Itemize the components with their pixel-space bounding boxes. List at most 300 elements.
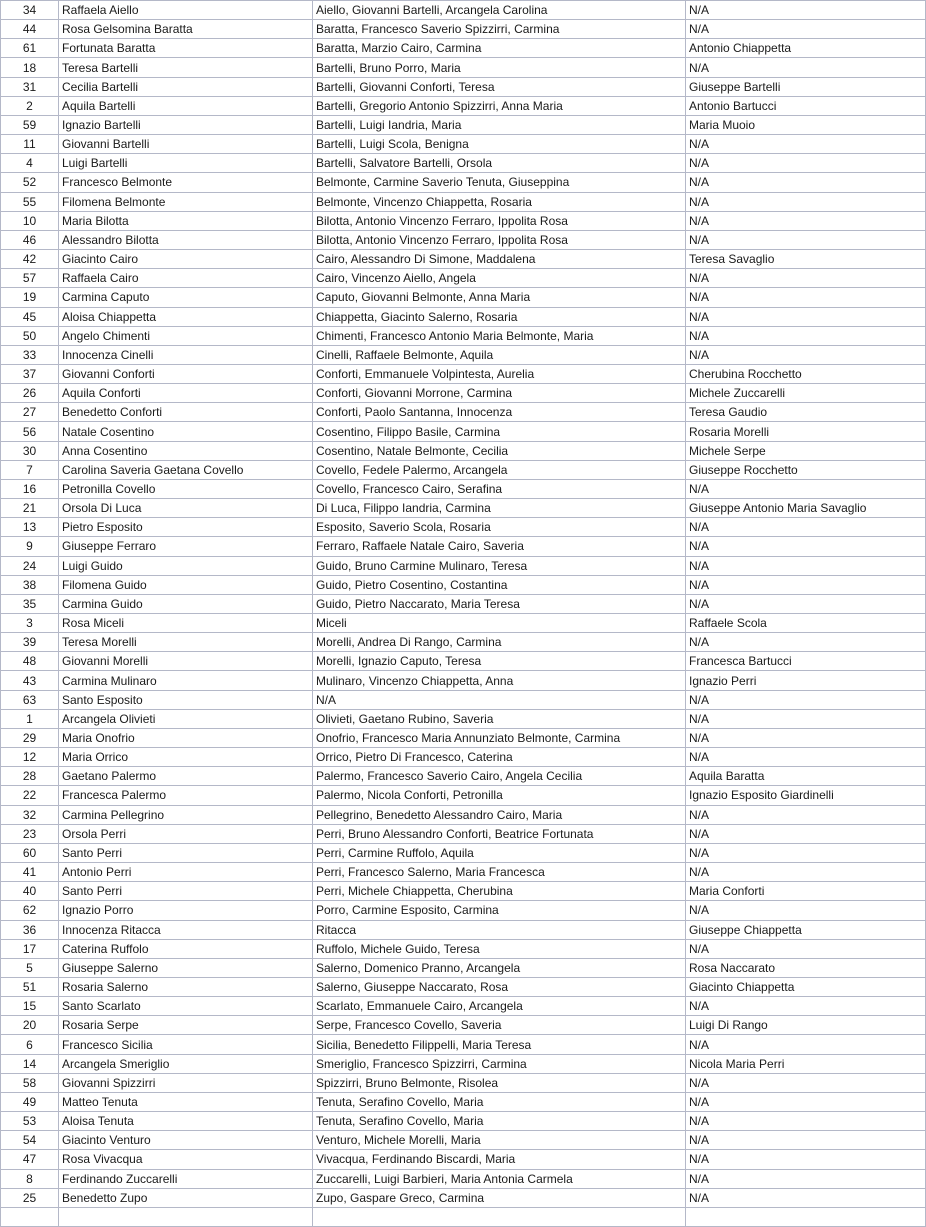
table-row	[1, 882, 926, 901]
id-cell[interactable]: 3	[1, 614, 59, 633]
parents-cell[interactable]: Guido, Pietro Naccarato, Maria Teresa	[313, 594, 686, 613]
name-cell[interactable]: Aloisa Chiappetta	[59, 307, 313, 326]
spouse-cell[interactable]: N/A	[686, 288, 926, 307]
parents-cell[interactable]: Esposito, Saverio Scola, Rosaria	[313, 518, 686, 537]
id-cell[interactable]: 24	[1, 556, 59, 575]
name-cell[interactable]: Carmina Mulinaro	[59, 671, 313, 690]
spouse-cell[interactable]: N/A	[686, 1035, 926, 1054]
spouse-cell[interactable]: Rosa Naccarato	[686, 958, 926, 977]
table-row	[1, 824, 926, 843]
parents-cell[interactable]: Bartelli, Luigi Iandria, Maria	[313, 115, 686, 134]
spouse-cell[interactable]: N/A	[686, 326, 926, 345]
name-cell[interactable]	[59, 1207, 313, 1226]
id-cell[interactable]: 58	[1, 1073, 59, 1092]
parents-cell[interactable]: Ruffolo, Michele Guido, Teresa	[313, 939, 686, 958]
name-cell[interactable]: Rosa Miceli	[59, 614, 313, 633]
id-cell[interactable]: 59	[1, 115, 59, 134]
spouse-cell[interactable]: Giuseppe Antonio Maria Savaglio	[686, 499, 926, 518]
name-cell[interactable]: Giacinto Venturo	[59, 1131, 313, 1150]
parents-cell[interactable]: Miceli	[313, 614, 686, 633]
id-cell[interactable]: 41	[1, 863, 59, 882]
parents-cell[interactable]: Cairo, Alessandro Di Simone, Maddalena	[313, 250, 686, 269]
spouse-cell[interactable]: N/A	[686, 1188, 926, 1207]
parents-cell[interactable]: Bilotta, Antonio Vincenzo Ferraro, Ippolita Rosa	[313, 230, 686, 249]
id-cell[interactable]: 22	[1, 786, 59, 805]
name-cell[interactable]: Filomena Guido	[59, 575, 313, 594]
table-row	[1, 479, 926, 498]
name-cell[interactable]: Giovanni Spizzirri	[59, 1073, 313, 1092]
table-row	[1, 671, 926, 690]
name-cell[interactable]: Ignazio Porro	[59, 901, 313, 920]
spouse-cell[interactable]: N/A	[686, 20, 926, 39]
table-row	[1, 250, 926, 269]
table-row	[1, 499, 926, 518]
parents-cell[interactable]: Zuccarelli, Luigi Barbieri, Maria Antonia Carmela	[313, 1169, 686, 1188]
name-cell[interactable]: Innocenza Cinelli	[59, 345, 313, 364]
name-cell[interactable]: Carmina Caputo	[59, 288, 313, 307]
id-cell[interactable]: 54	[1, 1131, 59, 1150]
name-cell[interactable]: Benedetto Conforti	[59, 403, 313, 422]
table-row	[1, 173, 926, 192]
spouse-cell[interactable]: Teresa Gaudio	[686, 403, 926, 422]
parents-cell[interactable]: N/A	[313, 690, 686, 709]
spouse-cell[interactable]: N/A	[686, 211, 926, 230]
spouse-cell[interactable]: Giacinto Chiappetta	[686, 977, 926, 996]
id-cell[interactable]: 40	[1, 882, 59, 901]
parents-cell[interactable]: Caputo, Giovanni Belmonte, Anna Maria	[313, 288, 686, 307]
parents-cell[interactable]: Olivieti, Gaetano Rubino, Saveria	[313, 709, 686, 728]
id-cell[interactable]: 5	[1, 958, 59, 977]
table-row	[1, 1035, 926, 1054]
parents-cell[interactable]: Di Luca, Filippo Iandria, Carmina	[313, 499, 686, 518]
spouse-cell[interactable]: N/A	[686, 805, 926, 824]
parents-cell[interactable]: Cinelli, Raffaele Belmonte, Aquila	[313, 345, 686, 364]
id-cell[interactable]: 39	[1, 633, 59, 652]
table-row	[1, 269, 926, 288]
id-cell[interactable]: 46	[1, 230, 59, 249]
parents-cell[interactable]: Onofrio, Francesco Maria Annunziato Belmonte, Carmina	[313, 728, 686, 747]
name-cell[interactable]: Raffaela Aiello	[59, 1, 313, 20]
id-cell[interactable]: 31	[1, 77, 59, 96]
table-row	[1, 920, 926, 939]
spouse-cell[interactable]: Raffaele Scola	[686, 614, 926, 633]
name-cell[interactable]: Raffaela Cairo	[59, 269, 313, 288]
id-cell[interactable]: 30	[1, 441, 59, 460]
id-cell[interactable]: 6	[1, 1035, 59, 1054]
parents-cell[interactable]: Baratta, Marzio Cairo, Carmina	[313, 39, 686, 58]
id-cell[interactable]: 61	[1, 39, 59, 58]
table-row	[1, 58, 926, 77]
id-cell[interactable]: 34	[1, 1, 59, 20]
spouse-cell[interactable]: N/A	[686, 1131, 926, 1150]
spouse-cell[interactable]: Francesca Bartucci	[686, 652, 926, 671]
parents-cell[interactable]: Morelli, Ignazio Caputo, Teresa	[313, 652, 686, 671]
parents-cell[interactable]: Cairo, Vincenzo Aiello, Angela	[313, 269, 686, 288]
id-cell[interactable]: 9	[1, 537, 59, 556]
id-cell[interactable]: 43	[1, 671, 59, 690]
spouse-cell[interactable]: N/A	[686, 575, 926, 594]
parents-cell[interactable]: Smeriglio, Francesco Spizzirri, Carmina	[313, 1054, 686, 1073]
spouse-cell[interactable]: Ignazio Perri	[686, 671, 926, 690]
parents-cell[interactable]: Vivacqua, Ferdinando Biscardi, Maria	[313, 1150, 686, 1169]
parents-cell[interactable]: Serpe, Francesco Covello, Saveria	[313, 1016, 686, 1035]
parents-cell[interactable]: Salerno, Domenico Pranno, Arcangela	[313, 958, 686, 977]
parents-cell[interactable]: Bilotta, Antonio Vincenzo Ferraro, Ippolita Rosa	[313, 211, 686, 230]
name-cell[interactable]: Petronilla Covello	[59, 479, 313, 498]
name-cell[interactable]: Francesco Sicilia	[59, 1035, 313, 1054]
id-cell[interactable]: 28	[1, 767, 59, 786]
spouse-cell[interactable]: N/A	[686, 135, 926, 154]
spouse-cell[interactable]: Giuseppe Bartelli	[686, 77, 926, 96]
spouse-cell[interactable]: N/A	[686, 230, 926, 249]
parents-cell[interactable]: Ritacca	[313, 920, 686, 939]
spouse-cell[interactable]: Antonio Bartucci	[686, 96, 926, 115]
name-cell[interactable]: Orsola Di Luca	[59, 499, 313, 518]
name-cell[interactable]: Giovanni Conforti	[59, 364, 313, 383]
id-cell[interactable]: 42	[1, 250, 59, 269]
table-row	[1, 230, 926, 249]
spouse-cell[interactable]: Maria Muoio	[686, 115, 926, 134]
table-row	[1, 288, 926, 307]
spouse-cell[interactable]: Rosaria Morelli	[686, 422, 926, 441]
id-cell[interactable]: 25	[1, 1188, 59, 1207]
name-cell[interactable]: Maria Orrico	[59, 748, 313, 767]
spouse-cell[interactable]: Aquila Baratta	[686, 767, 926, 786]
name-cell[interactable]: Arcangela Olivieti	[59, 709, 313, 728]
id-cell[interactable]: 35	[1, 594, 59, 613]
name-cell[interactable]: Teresa Bartelli	[59, 58, 313, 77]
parents-cell[interactable]: Conforti, Paolo Santanna, Innocenza	[313, 403, 686, 422]
spouse-cell[interactable]: N/A	[686, 690, 926, 709]
id-cell[interactable]: 32	[1, 805, 59, 824]
name-cell[interactable]: Innocenza Ritacca	[59, 920, 313, 939]
spouse-cell[interactable]: N/A	[686, 633, 926, 652]
spouse-cell[interactable]: N/A	[686, 1150, 926, 1169]
table-row	[1, 20, 926, 39]
id-cell[interactable]: 23	[1, 824, 59, 843]
id-cell[interactable]: 21	[1, 499, 59, 518]
parents-cell[interactable]: Cosentino, Natale Belmonte, Cecilia	[313, 441, 686, 460]
name-cell[interactable]: Pietro Esposito	[59, 518, 313, 537]
table-row	[1, 307, 926, 326]
table-row	[1, 594, 926, 613]
spouse-cell[interactable]: N/A	[686, 1092, 926, 1111]
parents-cell[interactable]: Baratta, Francesco Saverio Spizzirri, Carmina	[313, 20, 686, 39]
table-body	[1, 1, 926, 1227]
id-cell[interactable]: 37	[1, 364, 59, 383]
id-cell[interactable]: 15	[1, 997, 59, 1016]
spouse-cell[interactable]: N/A	[686, 58, 926, 77]
spouse-cell[interactable]: N/A	[686, 594, 926, 613]
name-cell[interactable]: Maria Onofrio	[59, 728, 313, 747]
parents-cell[interactable]: Chimenti, Francesco Antonio Maria Belmonte, Maria	[313, 326, 686, 345]
parents-cell[interactable]: Belmonte, Carmine Saverio Tenuta, Giuseppina	[313, 173, 686, 192]
table-row	[1, 115, 926, 134]
name-cell[interactable]: Aquila Bartelli	[59, 96, 313, 115]
spouse-cell[interactable]: Antonio Chiappetta	[686, 39, 926, 58]
name-cell[interactable]: Matteo Tenuta	[59, 1092, 313, 1111]
parents-cell[interactable]: Tenuta, Serafino Covello, Maria	[313, 1112, 686, 1131]
spouse-cell[interactable]: Michele Serpe	[686, 441, 926, 460]
table-row	[1, 1188, 926, 1207]
name-cell[interactable]: Rosa Gelsomina Baratta	[59, 20, 313, 39]
table-row	[1, 39, 926, 58]
spouse-cell[interactable]: N/A	[686, 843, 926, 862]
parents-cell[interactable]: Conforti, Giovanni Morrone, Carmina	[313, 384, 686, 403]
table-row	[1, 805, 926, 824]
spouse-cell[interactable]: Ignazio Esposito Giardinelli	[686, 786, 926, 805]
spouse-cell[interactable]: N/A	[686, 556, 926, 575]
name-cell[interactable]: Santo Perri	[59, 843, 313, 862]
spouse-cell[interactable]: N/A	[686, 192, 926, 211]
table-row	[1, 1016, 926, 1035]
name-cell[interactable]: Ferdinando Zuccarelli	[59, 1169, 313, 1188]
spouse-cell[interactable]: N/A	[686, 1073, 926, 1092]
name-cell[interactable]: Ignazio Bartelli	[59, 115, 313, 134]
table-row	[1, 843, 926, 862]
id-cell[interactable]: 36	[1, 920, 59, 939]
spouse-cell[interactable]: N/A	[686, 173, 926, 192]
spouse-cell[interactable]: N/A	[686, 728, 926, 747]
name-cell[interactable]: Anna Cosentino	[59, 441, 313, 460]
name-cell[interactable]: Giacinto Cairo	[59, 250, 313, 269]
id-cell[interactable]: 4	[1, 154, 59, 173]
parents-cell[interactable]	[313, 1207, 686, 1226]
name-cell[interactable]: Caterina Ruffolo	[59, 939, 313, 958]
parents-cell[interactable]: Perri, Francesco Salerno, Maria Francesca	[313, 863, 686, 882]
table-row	[1, 767, 926, 786]
spouse-cell[interactable]: N/A	[686, 537, 926, 556]
name-cell[interactable]: Angelo Chimenti	[59, 326, 313, 345]
name-cell[interactable]: Giuseppe Salerno	[59, 958, 313, 977]
id-cell[interactable]: 10	[1, 211, 59, 230]
parents-cell[interactable]: Salerno, Giuseppe Naccarato, Rosa	[313, 977, 686, 996]
name-cell[interactable]: Orsola Perri	[59, 824, 313, 843]
table-row	[1, 1073, 926, 1092]
id-cell[interactable]: 63	[1, 690, 59, 709]
table-row	[1, 997, 926, 1016]
parents-cell[interactable]: Guido, Pietro Cosentino, Costantina	[313, 575, 686, 594]
table-row	[1, 345, 926, 364]
name-cell[interactable]: Carmina Pellegrino	[59, 805, 313, 824]
name-cell[interactable]: Francesco Belmonte	[59, 173, 313, 192]
spouse-cell[interactable]: N/A	[686, 307, 926, 326]
table-row	[1, 863, 926, 882]
parents-cell[interactable]: Aiello, Giovanni Bartelli, Arcangela Carolina	[313, 1, 686, 20]
parents-cell[interactable]: Perri, Michele Chiappetta, Cherubina	[313, 882, 686, 901]
table-row	[1, 96, 926, 115]
parents-cell[interactable]: Bartelli, Gregorio Antonio Spizzirri, Anna Maria	[313, 96, 686, 115]
id-cell[interactable]: 8	[1, 1169, 59, 1188]
parents-cell[interactable]: Bartelli, Luigi Scola, Benigna	[313, 135, 686, 154]
name-cell[interactable]: Giovanni Bartelli	[59, 135, 313, 154]
id-cell[interactable]: 55	[1, 192, 59, 211]
parents-cell[interactable]: Palermo, Nicola Conforti, Petronilla	[313, 786, 686, 805]
spouse-cell[interactable]: N/A	[686, 709, 926, 728]
table-row	[1, 1112, 926, 1131]
spouse-cell[interactable]: N/A	[686, 1, 926, 20]
name-cell[interactable]: Filomena Belmonte	[59, 192, 313, 211]
spouse-cell[interactable]: Nicola Maria Perri	[686, 1054, 926, 1073]
parents-cell[interactable]: Bartelli, Giovanni Conforti, Teresa	[313, 77, 686, 96]
name-cell[interactable]: Luigi Bartelli	[59, 154, 313, 173]
spouse-cell[interactable]: N/A	[686, 269, 926, 288]
name-cell[interactable]: Aloisa Tenuta	[59, 1112, 313, 1131]
parents-cell[interactable]: Porro, Carmine Esposito, Carmina	[313, 901, 686, 920]
id-cell[interactable]: 62	[1, 901, 59, 920]
spouse-cell[interactable]: N/A	[686, 345, 926, 364]
name-cell[interactable]: Carmina Guido	[59, 594, 313, 613]
parents-cell[interactable]: Spizzirri, Bruno Belmonte, Risolea	[313, 1073, 686, 1092]
table-row	[1, 537, 926, 556]
spouse-cell[interactable]: Teresa Savaglio	[686, 250, 926, 269]
id-cell[interactable]: 18	[1, 58, 59, 77]
spouse-cell[interactable]: N/A	[686, 1112, 926, 1131]
spouse-cell[interactable]: Luigi Di Rango	[686, 1016, 926, 1035]
id-cell[interactable]: 60	[1, 843, 59, 862]
id-cell[interactable]: 14	[1, 1054, 59, 1073]
id-cell[interactable]: 49	[1, 1092, 59, 1111]
id-cell[interactable]: 1	[1, 709, 59, 728]
id-cell[interactable]	[1, 1207, 59, 1226]
name-cell[interactable]: Cecilia Bartelli	[59, 77, 313, 96]
table-row	[1, 192, 926, 211]
id-cell[interactable]: 20	[1, 1016, 59, 1035]
name-cell[interactable]: Rosa Vivacqua	[59, 1150, 313, 1169]
name-cell[interactable]: Maria Bilotta	[59, 211, 313, 230]
id-cell[interactable]: 11	[1, 135, 59, 154]
name-cell[interactable]: Giuseppe Ferraro	[59, 537, 313, 556]
spouse-cell[interactable]: Maria Conforti	[686, 882, 926, 901]
id-cell[interactable]: 44	[1, 20, 59, 39]
id-cell[interactable]: 57	[1, 269, 59, 288]
table-row	[1, 556, 926, 575]
spouse-cell[interactable]: Giuseppe Chiappetta	[686, 920, 926, 939]
spouse-cell[interactable]: N/A	[686, 1169, 926, 1188]
id-cell[interactable]: 56	[1, 422, 59, 441]
parents-cell[interactable]: Zupo, Gaspare Greco, Carmina	[313, 1188, 686, 1207]
table-row	[1, 728, 926, 747]
name-cell[interactable]: Alessandro Bilotta	[59, 230, 313, 249]
spouse-cell[interactable]	[686, 1207, 926, 1226]
table-row	[1, 422, 926, 441]
spouse-cell[interactable]: Giuseppe Rocchetto	[686, 460, 926, 479]
table-row	[1, 748, 926, 767]
parents-cell[interactable]: Scarlato, Emmanuele Cairo, Arcangela	[313, 997, 686, 1016]
name-cell[interactable]: Gaetano Palermo	[59, 767, 313, 786]
name-cell[interactable]: Santo Scarlato	[59, 997, 313, 1016]
parents-cell[interactable]: Venturo, Michele Morelli, Maria	[313, 1131, 686, 1150]
id-cell[interactable]: 33	[1, 345, 59, 364]
parents-cell[interactable]: Sicilia, Benedetto Filippelli, Maria Teresa	[313, 1035, 686, 1054]
name-cell[interactable]: Santo Esposito	[59, 690, 313, 709]
table-row	[1, 154, 926, 173]
id-cell[interactable]: 47	[1, 1150, 59, 1169]
spouse-cell[interactable]: N/A	[686, 863, 926, 882]
name-cell[interactable]: Giovanni Morelli	[59, 652, 313, 671]
table-row	[1, 614, 926, 633]
parents-cell[interactable]: Pellegrino, Benedetto Alessandro Cairo, Maria	[313, 805, 686, 824]
id-cell[interactable]: 26	[1, 384, 59, 403]
spouse-cell[interactable]: N/A	[686, 824, 926, 843]
table-row	[1, 518, 926, 537]
parents-cell[interactable]: Covello, Francesco Cairo, Serafina	[313, 479, 686, 498]
spouse-cell[interactable]: N/A	[686, 479, 926, 498]
name-cell[interactable]: Arcangela Smeriglio	[59, 1054, 313, 1073]
name-cell[interactable]: Luigi Guido	[59, 556, 313, 575]
parents-cell[interactable]: Bartelli, Bruno Porro, Maria	[313, 58, 686, 77]
table-row	[1, 652, 926, 671]
id-cell[interactable]: 16	[1, 479, 59, 498]
name-cell[interactable]: Francesca Palermo	[59, 786, 313, 805]
parents-cell[interactable]: Tenuta, Serafino Covello, Maria	[313, 1092, 686, 1111]
parents-cell[interactable]: Ferraro, Raffaele Natale Cairo, Saveria	[313, 537, 686, 556]
parents-cell[interactable]: Chiappetta, Giacinto Salerno, Rosaria	[313, 307, 686, 326]
spouse-cell[interactable]: N/A	[686, 939, 926, 958]
parents-cell[interactable]: Palermo, Francesco Saverio Cairo, Angela Cecilia	[313, 767, 686, 786]
spouse-cell[interactable]: Cherubina Rocchetto	[686, 364, 926, 383]
parents-cell[interactable]: Guido, Bruno Carmine Mulinaro, Teresa	[313, 556, 686, 575]
parents-cell[interactable]: Belmonte, Vincenzo Chiappetta, Rosaria	[313, 192, 686, 211]
id-cell[interactable]: 50	[1, 326, 59, 345]
name-cell[interactable]: Teresa Morelli	[59, 633, 313, 652]
table-row	[1, 403, 926, 422]
table-row	[1, 709, 926, 728]
name-cell[interactable]: Aquila Conforti	[59, 384, 313, 403]
id-cell[interactable]: 51	[1, 977, 59, 996]
spouse-cell[interactable]: Michele Zuccarelli	[686, 384, 926, 403]
id-cell[interactable]: 53	[1, 1112, 59, 1131]
id-cell[interactable]: 38	[1, 575, 59, 594]
parents-cell[interactable]: Cosentino, Filippo Basile, Carmina	[313, 422, 686, 441]
name-cell[interactable]: Rosaria Salerno	[59, 977, 313, 996]
id-cell[interactable]: 12	[1, 748, 59, 767]
name-cell[interactable]: Natale Cosentino	[59, 422, 313, 441]
id-cell[interactable]: 27	[1, 403, 59, 422]
id-cell[interactable]: 52	[1, 173, 59, 192]
parents-cell[interactable]: Mulinaro, Vincenzo Chiappetta, Anna	[313, 671, 686, 690]
parents-cell[interactable]: Conforti, Emmanuele Volpintesta, Aurelia	[313, 364, 686, 383]
parents-cell[interactable]: Perri, Carmine Ruffolo, Aquila	[313, 843, 686, 862]
spouse-cell[interactable]: N/A	[686, 901, 926, 920]
name-cell[interactable]: Rosaria Serpe	[59, 1016, 313, 1035]
parents-cell[interactable]: Orrico, Pietro Di Francesco, Caterina	[313, 748, 686, 767]
spouse-cell[interactable]: N/A	[686, 518, 926, 537]
table-row	[1, 575, 926, 594]
table-row	[1, 1054, 926, 1073]
parents-cell[interactable]: Bartelli, Salvatore Bartelli, Orsola	[313, 154, 686, 173]
id-cell[interactable]: 13	[1, 518, 59, 537]
parents-cell[interactable]: Perri, Bruno Alessandro Conforti, Beatrice Fortunata	[313, 824, 686, 843]
name-cell[interactable]: Carolina Saveria Gaetana Covello	[59, 460, 313, 479]
parents-cell[interactable]: Covello, Fedele Palermo, Arcangela	[313, 460, 686, 479]
id-cell[interactable]: 2	[1, 96, 59, 115]
name-cell[interactable]: Santo Perri	[59, 882, 313, 901]
id-cell[interactable]: 29	[1, 728, 59, 747]
spouse-cell[interactable]: N/A	[686, 154, 926, 173]
id-cell[interactable]: 17	[1, 939, 59, 958]
spouse-cell[interactable]: N/A	[686, 997, 926, 1016]
name-cell[interactable]: Fortunata Baratta	[59, 39, 313, 58]
id-cell[interactable]: 48	[1, 652, 59, 671]
id-cell[interactable]: 7	[1, 460, 59, 479]
id-cell[interactable]: 45	[1, 307, 59, 326]
spouse-cell[interactable]: N/A	[686, 748, 926, 767]
name-cell[interactable]: Benedetto Zupo	[59, 1188, 313, 1207]
id-cell[interactable]: 19	[1, 288, 59, 307]
parents-cell[interactable]: Morelli, Andrea Di Rango, Carmina	[313, 633, 686, 652]
name-cell[interactable]: Antonio Perri	[59, 863, 313, 882]
